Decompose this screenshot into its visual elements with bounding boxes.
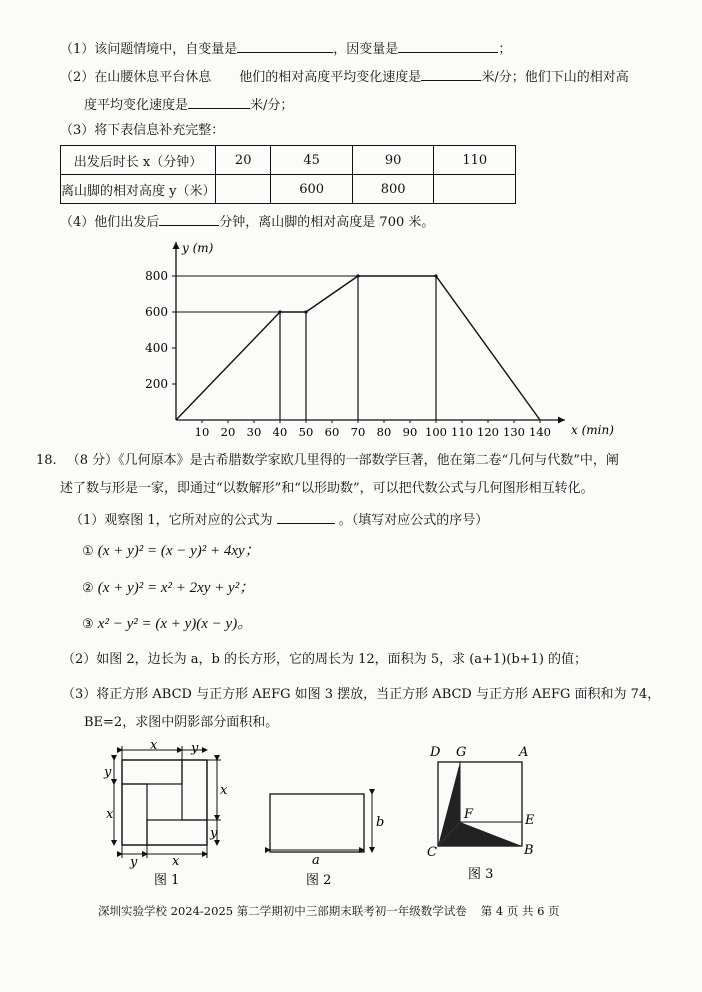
q3-line	[60, 122, 224, 140]
q2-blank-rate-down[interactable]	[188, 94, 250, 109]
q4-pre: 他们出发后	[94, 215, 160, 230]
fig1-right-rect	[182, 760, 207, 820]
formula-2	[82, 579, 254, 598]
q3-text: 将下表信息补充完整：	[94, 123, 225, 138]
q1-num: （1）	[60, 42, 95, 57]
footer	[98, 902, 560, 920]
q18-intro-line2	[60, 480, 594, 498]
q18-p1-line	[70, 509, 488, 530]
data-point	[434, 274, 437, 277]
data-table	[60, 145, 516, 204]
figure-2	[262, 738, 392, 888]
x-axis-label: x (min)	[571, 423, 614, 437]
x-tick-label: 30	[246, 425, 262, 439]
fig3-label-G: G	[456, 745, 467, 760]
x-tick-label: 50	[298, 425, 314, 439]
fig1-label-y-top: y	[191, 741, 199, 756]
height-time-chart	[140, 236, 614, 446]
table-cell: 45	[271, 146, 353, 175]
fig1-label-x-right: x	[220, 783, 228, 798]
y-tick-label: 600	[145, 305, 168, 319]
fig1-bottom-rect	[147, 820, 207, 845]
x-tick-label: 130	[503, 425, 525, 439]
fig3-label-F: F	[464, 807, 474, 822]
table-cell: 110	[434, 146, 516, 175]
table-cell: 800	[352, 175, 434, 204]
formula-2-num: ②	[82, 581, 94, 596]
q18-p1-post: 。（填写对应公式的序号）	[338, 513, 489, 528]
fig3-caption: 图 3	[468, 867, 494, 882]
fig1-caption: 图 1	[154, 873, 180, 888]
q2-line2	[84, 94, 293, 115]
q2-line1-pre: 在山腰休息平台休息	[94, 70, 212, 85]
fig1-label-x-left: x	[106, 807, 114, 822]
x-tick-label: 60	[324, 425, 340, 439]
q3-num: （3）	[60, 123, 95, 138]
q2-num: （2）	[60, 70, 95, 85]
q4-blank-time[interactable]	[159, 211, 219, 226]
fig1-top-rect	[122, 760, 182, 784]
q18-p1-blank[interactable]	[277, 509, 335, 524]
q18-p3-line2: BE=2，求图中阴影部分面积和。	[84, 715, 279, 730]
fig3-label-B: B	[524, 843, 534, 858]
q1-end: ；	[498, 42, 512, 57]
fig2-caption: 图 2	[306, 873, 332, 888]
x-tick-label: 90	[402, 425, 418, 439]
table-cell-input[interactable]	[216, 175, 271, 204]
figure-3	[424, 738, 554, 888]
q1-blank-dependent[interactable]	[398, 38, 498, 53]
fig1-label-x-top: x	[150, 738, 158, 753]
q4-post: 分钟，离山脚的相对高度是 700 米。	[219, 215, 435, 230]
footer-school: 深圳实验学校 2024-2025 第二学期初中三部期末联考初一年级数学试卷	[98, 904, 467, 918]
q18-intro2: 述了数与形是一家，即通过“以数解形”和“以形助数”，可以把代数公式与几何图形相互转化。	[60, 481, 594, 496]
q2-line2-pre: 度平均变化速度是	[84, 98, 189, 113]
fig2-rectangle	[270, 794, 364, 852]
q1-pre: 该问题情境中，自变量是	[94, 42, 238, 57]
x-tick-label: 140	[529, 425, 551, 439]
formula-1-num: ①	[82, 544, 94, 559]
x-tick-label: 40	[272, 425, 288, 439]
fig1-label-y-right: y	[210, 826, 218, 841]
y-axis-label: y (m)	[182, 241, 214, 255]
formula-1-text: (x + y)² = (x − y)² + 4xy；	[97, 543, 260, 559]
q18-intro-line1	[36, 452, 619, 470]
formula-3-text: x² − y² = (x + y)(x − y)。	[97, 616, 253, 632]
formula-3	[82, 615, 252, 634]
q4-num: （4）	[60, 215, 95, 230]
x-axis-arrow	[558, 417, 565, 424]
fig3-label-E: E	[525, 813, 535, 828]
q2-line2-post: 米/分；	[250, 98, 294, 113]
fig1-left-rect	[122, 784, 147, 845]
q18-num: 18.	[36, 453, 57, 468]
y-axis-arrow	[173, 242, 180, 249]
formula-1	[82, 542, 260, 561]
q18-score: （8 分）	[66, 453, 119, 468]
x-tick-label: 20	[220, 425, 236, 439]
data-point	[304, 310, 307, 313]
x-tick-label: 100	[425, 425, 447, 439]
q2-blank-rate-up[interactable]	[421, 66, 481, 81]
y-tick-label: 400	[145, 341, 168, 355]
fig3-label-C: C	[427, 845, 437, 860]
fig1-label-y-left: y	[104, 765, 112, 780]
q18-p2-line	[62, 651, 587, 669]
table-cell: 90	[352, 146, 434, 175]
q18-p3-line1: （3）将正方形 ABCD 与正方形 AEFG 如图 3 摆放，当正方形 ABCD 与正方形 AEFG 面积和为 74，	[62, 687, 661, 702]
q1-mid: ，因变量是	[333, 42, 399, 57]
fig1-label-y-bottom: y	[130, 855, 138, 870]
x-tick-label: 120	[477, 425, 499, 439]
fig2-label-b: b	[376, 815, 385, 830]
table-cell: 20	[216, 146, 271, 175]
table-header-height: 离山脚的相对高度 y（米）	[61, 175, 216, 204]
q2-line1	[60, 66, 629, 87]
x-tick-label: 110	[451, 425, 473, 439]
x-tick-label: 80	[376, 425, 392, 439]
table-cell: 600	[271, 175, 353, 204]
x-tick-label: 10	[194, 425, 210, 439]
q2-line1-post: 米/分；他们下山的相对高	[481, 70, 629, 85]
table-cell-input[interactable]	[434, 175, 516, 204]
fig3-label-D: D	[430, 745, 441, 760]
q18-intro1: 《几何原本》是古希腊数学家欧几里得的一部数学巨著，他在第二卷“几何与代数”中，阐	[118, 453, 619, 468]
fig3-label-A: A	[519, 745, 529, 760]
fig2-label-a: a	[312, 853, 320, 868]
q18-p1-pre: （1）观察图 1，它所对应的公式为	[70, 513, 273, 528]
x-tick-label: 70	[350, 425, 366, 439]
y-tick-label: 800	[145, 269, 168, 283]
q2-line1-mid: 他们的相对高度平均变化速度是	[239, 70, 422, 85]
formula-2-text: (x + y)² = x² + 2xy + y²；	[97, 580, 255, 596]
fig1-label-x-bottom: x	[172, 854, 180, 869]
fig1-outer-square	[122, 760, 207, 845]
q1-blank-independent[interactable]	[237, 38, 333, 53]
q18-p3-line1	[62, 686, 660, 704]
q18-p3-line2	[84, 714, 278, 732]
q1-line	[60, 38, 511, 59]
table-header-time: 出发后时长 x（分钟）	[61, 146, 216, 175]
table-row	[61, 175, 516, 204]
q4-line	[60, 211, 434, 232]
table-row	[61, 146, 516, 175]
q18-p2: （2）如图 2，边长为 a，b 的长方形，它的周长为 12，面积为 5，求 (a+1)(b+1) 的值；	[62, 652, 588, 667]
y-tick-label: 200	[145, 377, 168, 391]
footer-page: 第 4 页 共 6 页	[480, 904, 560, 918]
formula-3-num: ③	[82, 617, 94, 632]
figure-1	[100, 738, 240, 888]
